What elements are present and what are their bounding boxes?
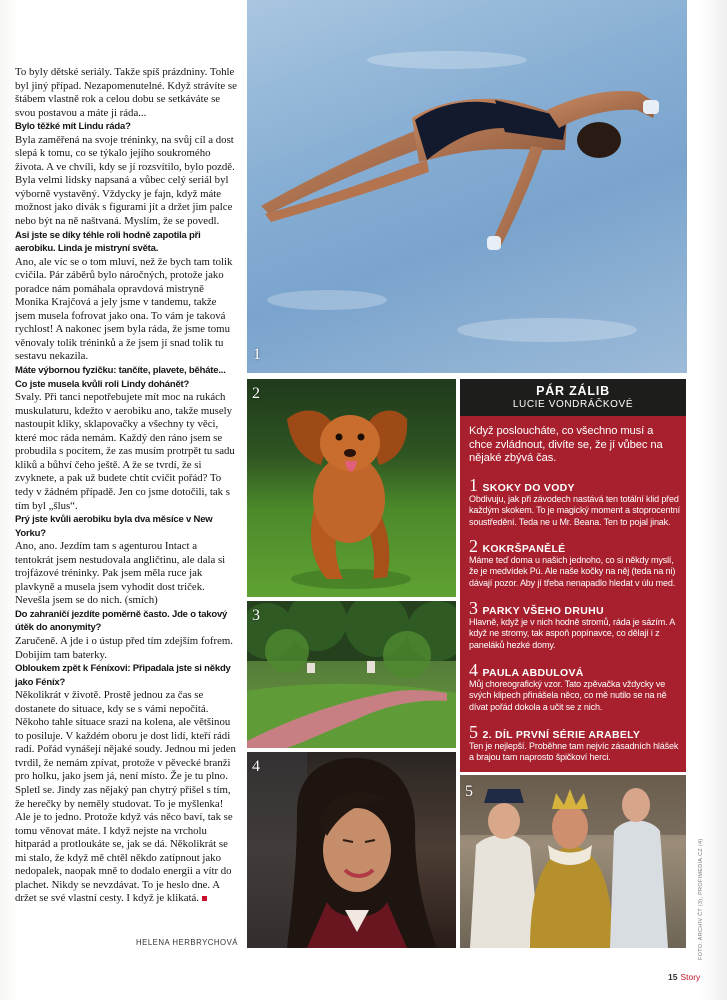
photo-paula-abdul [247,752,456,948]
interview-question: Bylo těžké mít Lindu ráda? [15,121,131,133]
hobby-number: 5 [469,722,478,742]
end-mark-icon [202,896,207,901]
hobby-title: KOKRŠPANĚLÉ [482,543,566,555]
photo-number: 4 [252,758,260,775]
photo-credit: FOTO: ARCHIV ČT (3), PROFIMEDIA.CZ (4) [698,838,704,960]
paragraph: Ano, ale víc se o tom mluví, než že bych tam tolik cvičila. Pár záběrů bylo náročných, protože jako poradce nám pomáhala opravdová mistryně Monika Krajčová a jely jsme v tandemu, takže jsem musela fofrovat jako ona. To vám je taková rychlost! A nakonec jsem byla ráda, že jsme tomu věnovaly tolik tréninků a že jsem jí snad tolik tu sestavu nekazila. [15,255,233,363]
hobby-title: 2. DÍL PRVNÍ SÉRIE ARABELY [482,729,641,741]
hobby-item [469,536,683,589]
author-byline: HELENA HERBRYCHOVÁ [135,938,238,947]
article-text [15,66,237,972]
arabela-illustration [460,775,686,948]
hobby-text: Obdivuju, jak při závodech nastává ten totální klid před každým skokem. To je magický moment a stoprocentní soustředění. Teda ne u Mr. Beana. Ten to pojal jinak. [469,494,680,527]
hobby-number: 2 [469,536,478,556]
paragraph-last [15,689,237,906]
hobby-text: Hlavně, když je v nich hodně stromů, ráda je sázím. A když ne stromy, tak aspoň popínavce, co dělají i z paneláků hezké domy. [469,617,675,650]
paragraph: Byla zaměřená na svoje tréninky, na svůj cíl a dost slepá k tomu, co se týkalo jejího soukromého života. A ve chvíli, kdy se jí rozsvítilo, bylo pozdě. Byla velmi lidsky napsaná a vůbec celý seriál byl výborně vystavěný. Vždycky je fajn, když máte možnost jako divák s figurami jít a držet jim palce nebo být na ně naštvaná. Myslím, že se povedl. [15,133,235,228]
page-number: 15 [668,972,678,982]
dog-illustration [247,379,456,597]
photo-number: 1 [253,346,261,363]
paragraph: To byly dětské seriály. Takže spíš prázdniny. Tohle byl jiný případ. Nezapomenutelné. Když strávíte se štábem vlastně rok a celou dobu se setkáváte se svou postavou a máte ji ráda... [15,66,237,119]
hobby-number: 3 [469,598,478,618]
paragraph: Zaručeně. A jde i o ústup před tím zdejším fofrem. Dobijím tam baterky. [15,634,233,661]
box-title: PÁR ZÁLIB [536,384,610,398]
interview-question: Asi jste se díky téhle roli hodně zapotila při aerobiku. Linda je mistryní světa. [15,229,201,255]
photo-number: 3 [252,607,260,624]
park-illustration [247,601,456,748]
hobby-item [469,598,683,651]
hobbies-box [460,416,686,772]
magazine-name: Story [680,972,701,982]
interview-question: Máte výbornou fyzičku: tančíte, plavete, běháte... Co jste musela kvůli roli Lindy dohánět? [15,365,226,390]
interview-question: Obloukem zpět k Féníxovi: Připadala jste si někdy jako Féníx? [15,663,231,688]
hobby-number: 4 [469,660,478,680]
hobby-item [469,475,683,528]
page-folio [668,972,700,982]
box-header [460,379,686,416]
hobby-text: Ten je nejlepší. Proběhne tam nejvíc zásadních hlášek a brajou tam naprosto špičkoví herci. [469,741,679,763]
hobby-item [469,722,683,764]
diver-illustration [247,0,687,373]
photo-park [247,601,456,748]
photo-number: 5 [465,783,473,800]
box-intro: Když posloucháte, co všechno musí a chce zvládnout, divíte se, že jí vůbec na nějaké zbývá čas. [469,425,663,464]
paragraph: Ano, ano. Jezdím tam s agenturou Intact a tentokrát jsem nestudovala angličtinu, ale dala si trojfázové tréninky. Pak jsem měla ruce jak plavkyně a musela jsem vyhodit dost triček. Nevešla jsem se do nich. (smích) [15,540,226,607]
photo-dog [247,379,456,597]
hobby-title: SKOKY DO VODY [482,482,575,494]
photo-number: 2 [252,385,260,402]
hobby-number: 1 [469,475,478,495]
paragraph: Svaly. Při tanci nepotřebujete mít moc na rukách muskulaturu, kdežto v aerobiku ano, takže musely nastoupit kliky, sklapovačky a všechny ty věci, které moc ráda nemám. Každý den ráno jsem se probudila s pocitem, že zas musím protrpět tu sadu kliků a bůhví čeho ještě. A že se tvrdí, že si zvyknete, a pak už budete chtít cvičit pořád? To tedy v žádném případě. Jen co jsme dotočili, tak s tím byl „šlus“. [15,391,235,512]
hobby-text: Máme teď doma u našich jednoho, co si někdy myslí, že je medvídek Pú. Ale naše kočky na něj (teda na ni) dávají pozor. Aby jí třeba nenapadlo hledat v úlu med. [469,555,676,588]
portrait-illustration [247,752,456,948]
hobby-title: PARKY VŠEHO DRUHU [482,605,604,617]
interview-question: Prý jste kvůli aerobiku byla dva měsíce v New Yorku? [15,514,213,539]
hobby-item [469,660,683,713]
paragraph-last-text: Několikrát v životě. Prostě jednou za čas se dostanete do situace, kdy se s vámi nepočítá. Někoho tahle situace srazí na kolena, ale většinou to posiluje. V každém oboru je dost lidí, kteří rádi radí. Pořád vynášejí nějaké soudy. Jednou mi jeden tvrdil, že nemám zpívat, protože v pěvecké branži pro holku, jako jsem já, není místo. Že je tu plno. Spletl se. Jindy zas nějaký pan chytrý přišel s tím, že herečky by neměly studovat. To je myšlenka! Ale je to jedno. Protože když vás něco baví, tak se tomu věnovat máte. I když nejste na vrcholu hitparád a protloukáte se, jak se dá. Několikrát se mi stalo, že když mě chtěl někdo zatípnout jako nedopalek, naopak mně to dodalo energii a vítr do plachet. Nikdy se nevzdávat. To je heslo dne. A držet se své vlastní cesty. I když je klikatá. [15,689,236,905]
hobby-title: PAULA ABDULOVÁ [482,667,584,679]
interview-question: Do zahraničí jezdíte poměrně často. Jde o takový útěk do anonymity? [15,608,228,634]
photo-arabela [460,775,686,948]
photo-diver [247,0,687,373]
hobby-text: Můj choreografický vzor. Tato zpěvačka vždycky ve svých klipech přinášela něco, co mě nutilo se na ně dívat pořád dokola a učit se z nich. [469,679,667,712]
box-subtitle: LUCIE VONDRÁČKOVÉ [512,399,634,410]
